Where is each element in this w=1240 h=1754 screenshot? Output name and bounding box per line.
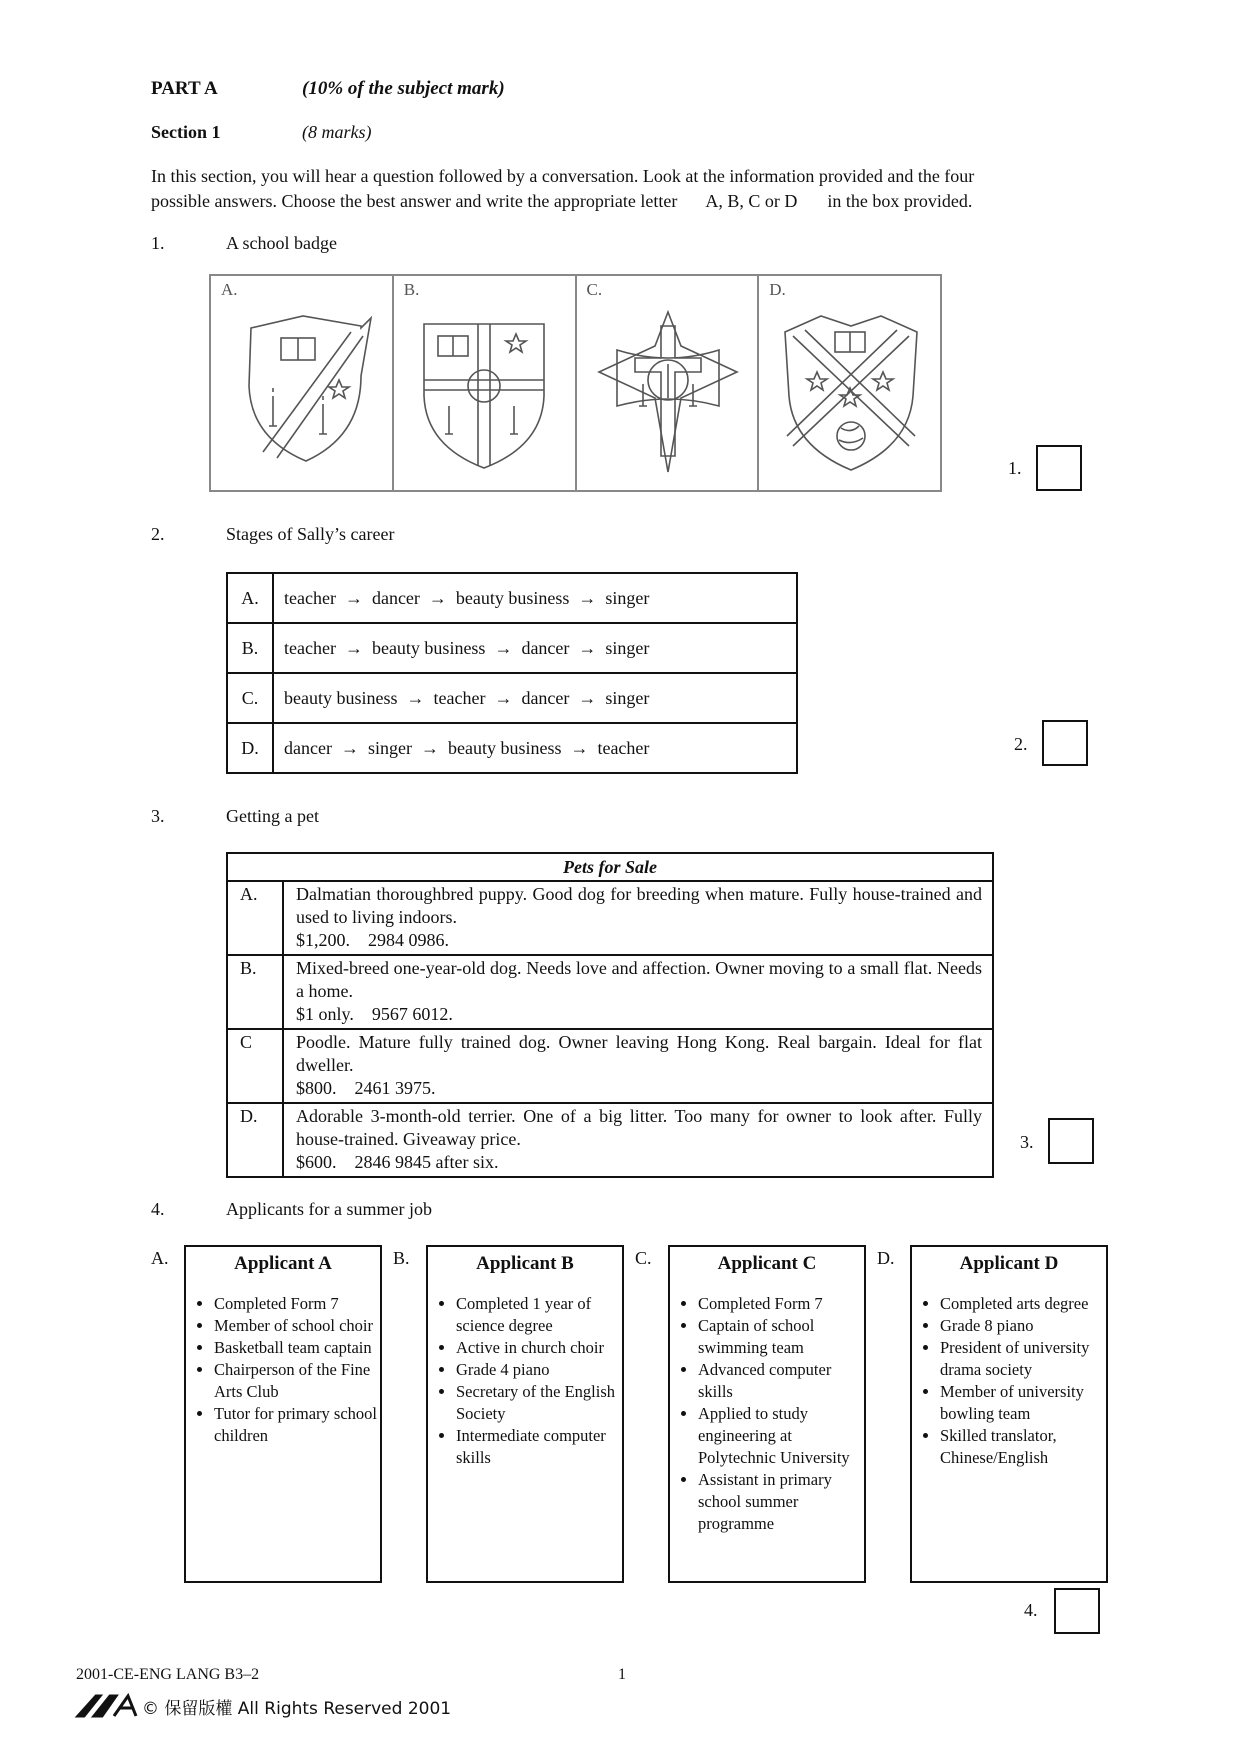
pet-ad-contact xyxy=(296,1003,982,1026)
q4-answer-label: 4. xyxy=(1024,1600,1038,1620)
pet-price: $600. xyxy=(296,1152,337,1172)
applicant-name: Applicant B xyxy=(476,1253,574,1274)
badge-c-cross-book-icon xyxy=(577,276,759,490)
section-title: Section 1 xyxy=(151,122,221,142)
pet-ad xyxy=(283,881,993,955)
pet-ad-text: Poodle. Mature fully trained dog. Owner leaving Hong Kong. Real bargain. Ideal for flat dweller. xyxy=(296,1032,982,1075)
row-letter: B. xyxy=(227,955,283,1029)
table-row xyxy=(227,881,993,955)
stage: singer xyxy=(605,687,650,708)
part-note: (10% of the subject mark) xyxy=(302,78,505,99)
list-item: • Active in church choir xyxy=(456,1337,622,1359)
pet-phone: 2461 3975. xyxy=(354,1078,436,1098)
arrow-icon: → xyxy=(578,687,597,708)
pet-ad xyxy=(283,1103,993,1177)
stage: dancer xyxy=(521,637,570,658)
stage: teacher xyxy=(433,687,486,708)
pet-ad xyxy=(283,955,993,1029)
list-item: • Member of school choir xyxy=(214,1315,380,1337)
badge-b-shield-icon xyxy=(394,276,576,490)
list-item: • Member of university bowling team xyxy=(940,1381,1106,1425)
list-item: • Grade 4 piano xyxy=(456,1359,622,1381)
q4-number: 4. xyxy=(151,1199,165,1219)
table-row xyxy=(227,723,797,773)
stage: beauty business xyxy=(455,587,570,608)
table-row xyxy=(227,573,797,623)
applicant-card-b xyxy=(426,1245,624,1583)
list-item: • Tutor for primary school children xyxy=(214,1403,380,1447)
list-item: • Grade 8 piano xyxy=(940,1315,1106,1337)
instructions-line-1: In this section, you will hear a question followed by a conversation. Look at the information provided and the four xyxy=(151,166,975,186)
table-row xyxy=(227,673,797,723)
q2-number: 2. xyxy=(151,524,165,544)
list-item: • Completed 1 year of science degree xyxy=(456,1293,622,1337)
hkeaa-logo-icon xyxy=(74,1690,140,1720)
pets-for-sale-table xyxy=(226,852,994,1178)
stage: teacher xyxy=(284,587,336,608)
copyright-notice: © 保留版權 All Rights Reserved 2001 xyxy=(142,1699,452,1719)
pet-phone: 2846 9845 after six. xyxy=(354,1152,499,1172)
applicant-letter-c: C. xyxy=(635,1248,652,1268)
stage: singer xyxy=(605,637,650,658)
applicant-letter-b: B. xyxy=(393,1248,410,1268)
q1-answer-label: 1. xyxy=(1008,458,1022,478)
badge-a-shield-icon xyxy=(211,276,393,490)
stage: beauty business xyxy=(371,637,486,658)
q3-answer-label: 3. xyxy=(1020,1132,1034,1152)
list-item: • Advanced computer skills xyxy=(698,1359,864,1403)
arrow-icon: → xyxy=(420,737,439,758)
pet-ad-contact xyxy=(296,1077,982,1100)
q3-answer-box[interactable] xyxy=(1048,1118,1094,1164)
pet-ad-text: Dalmatian thoroughbred puppy. Good dog for breeding when mature. Fully house-trained and used to living indoors. xyxy=(296,884,982,927)
career-sequence xyxy=(273,723,797,773)
list-item: • Intermediate computer skills xyxy=(456,1425,622,1469)
q2-title: Stages of Sally’s career xyxy=(226,524,395,544)
applicant-items xyxy=(428,1293,622,1469)
list-item: • Completed Form 7 xyxy=(214,1293,380,1315)
table-row xyxy=(227,1029,993,1103)
applicant-card-a xyxy=(184,1245,382,1583)
pet-phone: 2984 0986. xyxy=(368,930,449,950)
list-item: • Completed arts degree xyxy=(940,1293,1106,1315)
table-row xyxy=(227,623,797,673)
q3-title: Getting a pet xyxy=(226,806,319,826)
pets-table-title: Pets for Sale xyxy=(227,853,993,881)
page-number: 1 xyxy=(618,1666,626,1683)
pet-ad-text: Mixed-breed one-year-old dog. Needs love and affection. Owner moving to a small flat. Needs a home. xyxy=(296,958,982,1001)
career-stages-table xyxy=(226,572,798,774)
pet-ad-contact xyxy=(296,929,982,952)
badge-option-c xyxy=(577,276,760,490)
table-row xyxy=(227,1103,993,1177)
list-item: • Chairperson of the Fine Arts Club xyxy=(214,1359,380,1403)
arrow-icon: → xyxy=(494,687,513,708)
applicant-items xyxy=(912,1293,1106,1469)
q1-answer-box[interactable] xyxy=(1036,445,1082,491)
row-letter: D. xyxy=(227,723,273,773)
list-item: • Completed Form 7 xyxy=(698,1293,864,1315)
stage: teacher xyxy=(597,737,650,758)
arrow-icon: → xyxy=(344,637,363,658)
arrow-icon: → xyxy=(494,637,513,658)
applicant-letter-d: D. xyxy=(877,1248,895,1268)
instructions-text-c: in the box provided. xyxy=(827,191,973,211)
stage: dancer xyxy=(284,737,332,758)
pet-price: $800. xyxy=(296,1078,337,1098)
badge-option-d xyxy=(759,276,940,490)
part-title: PART A xyxy=(151,78,218,99)
badge-option-b xyxy=(394,276,577,490)
career-sequence xyxy=(273,623,797,673)
arrow-icon: → xyxy=(344,587,363,608)
pet-phone: 9567 6012. xyxy=(371,1004,453,1024)
table-row xyxy=(227,955,993,1029)
stage: singer xyxy=(605,587,650,608)
list-item: • Assistant in primary school summer programme xyxy=(698,1469,864,1535)
q1-number: 1. xyxy=(151,233,165,253)
row-letter: C xyxy=(227,1029,283,1103)
arrow-icon: → xyxy=(570,737,589,758)
stage: singer xyxy=(367,737,412,758)
pet-ad-contact xyxy=(296,1151,982,1174)
row-letter: A. xyxy=(227,573,273,623)
applicant-name: Applicant A xyxy=(234,1253,332,1274)
pet-price: $1 only. xyxy=(296,1004,354,1024)
list-item: • Captain of school swimming team xyxy=(698,1315,864,1359)
row-letter: C. xyxy=(227,673,273,723)
q3-number: 3. xyxy=(151,806,165,826)
row-letter: A. xyxy=(227,881,283,955)
stage: teacher xyxy=(284,637,336,658)
badge-d-shield-icon xyxy=(759,276,941,490)
stage: beauty business xyxy=(447,737,562,758)
badge-letter-c: C. xyxy=(586,280,603,299)
arrow-icon: → xyxy=(578,637,597,658)
list-item: • Secretary of the English Society xyxy=(456,1381,622,1425)
exam-code: 2001-CE-ENG LANG B3–2 xyxy=(76,1666,260,1683)
badge-letter-a: A. xyxy=(221,280,238,299)
applicant-card-d xyxy=(910,1245,1108,1583)
q4-title: Applicants for a summer job xyxy=(226,1199,432,1219)
arrow-icon: → xyxy=(406,687,425,708)
list-item: • President of university drama society xyxy=(940,1337,1106,1381)
row-letter: D. xyxy=(227,1103,283,1177)
badge-option-a xyxy=(211,276,394,490)
row-letter: B. xyxy=(227,623,273,673)
career-sequence xyxy=(273,573,797,623)
arrow-icon: → xyxy=(428,587,447,608)
q2-answer-box[interactable] xyxy=(1042,720,1088,766)
arrow-icon: → xyxy=(578,587,597,608)
applicant-items xyxy=(186,1293,380,1447)
instructions-letters: A, B, C or D xyxy=(705,191,798,211)
pet-price: $1,200. xyxy=(296,930,350,950)
stage: beauty business xyxy=(284,687,398,708)
applicant-name: Applicant C xyxy=(717,1253,817,1274)
badge-letter-b: B. xyxy=(403,280,420,299)
pet-ad xyxy=(283,1029,993,1103)
q4-answer-box[interactable] xyxy=(1054,1588,1100,1634)
arrow-icon: → xyxy=(340,737,359,758)
instructions-text-a: possible answers. Choose the best answer and write the appropriate letter xyxy=(151,191,678,211)
applicant-name: Applicant D xyxy=(959,1253,1059,1274)
applicant-card-c xyxy=(668,1245,866,1583)
badge-options xyxy=(209,274,942,492)
pet-ad-text: Adorable 3-month-old terrier. One of a big litter. Too many for owner to look after. Fully house-trained. Giveaway price. xyxy=(296,1106,982,1149)
list-item: • Applied to study engineering at Polytechnic University xyxy=(698,1403,864,1469)
stage: dancer xyxy=(371,587,420,608)
career-sequence xyxy=(273,673,797,723)
applicant-items xyxy=(670,1293,864,1535)
stage: dancer xyxy=(521,687,570,708)
list-item: • Skilled translator, Chinese/English xyxy=(940,1425,1106,1469)
instructions-line-2 xyxy=(151,189,972,213)
list-item: • Basketball team captain xyxy=(214,1337,380,1359)
q1-title: A school badge xyxy=(226,233,337,253)
section-marks: (8 marks) xyxy=(302,122,372,142)
badge-letter-d: D. xyxy=(769,280,786,299)
applicant-letter-a: A. xyxy=(151,1248,169,1268)
q2-answer-label: 2. xyxy=(1014,734,1028,754)
